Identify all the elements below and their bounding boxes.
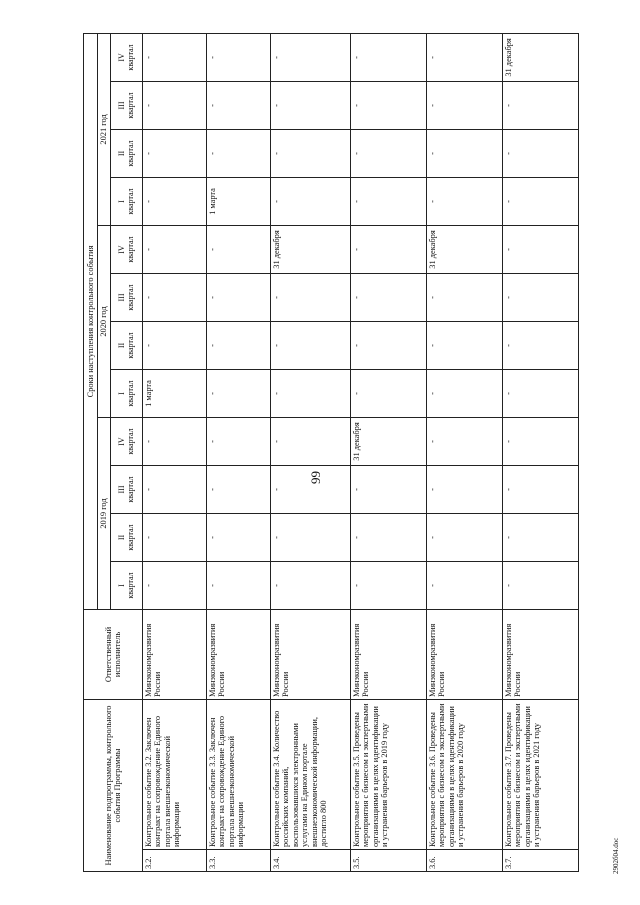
- term-cell: 31 декабря: [351, 418, 427, 466]
- term-cell: -: [271, 33, 351, 81]
- table-row: [207, 33, 271, 871]
- header-quarter: [111, 418, 143, 466]
- term-cell: -: [271, 514, 351, 562]
- quarter-number: IV: [117, 437, 127, 446]
- term-cell: -: [271, 82, 351, 130]
- responsible: Минэкономразвития России: [143, 610, 207, 700]
- table-row: [271, 33, 351, 871]
- header-year: 2020 год: [98, 226, 111, 418]
- term-cell: 1 марта: [143, 370, 207, 418]
- header-quarter: [111, 370, 143, 418]
- term-cell: -: [351, 322, 427, 370]
- quarter-word: квартал: [125, 140, 135, 167]
- quarter-word: квартал: [125, 188, 135, 215]
- term-cell: -: [143, 33, 207, 81]
- event-name: Контрольное событие 3.4. Количество российских компаний, воспользовавшихся электронными услугами на Едином портале внешнеэкономической информации, достигло 800: [271, 700, 351, 850]
- quarter-number: II: [117, 342, 127, 349]
- event-name: Контрольное событие 3.7. Проведены мероприятия с бизнесом и экспертными организациями в целях идентификации и устранения барьеров в 2021 году: [503, 700, 579, 850]
- term-cell: -: [351, 370, 427, 418]
- term-cell: -: [351, 466, 427, 514]
- term-cell: -: [351, 226, 427, 274]
- term-cell: -: [427, 33, 503, 81]
- header-quarter: [111, 322, 143, 370]
- term-cell: 31 декабря: [271, 226, 351, 274]
- rotated-table-container: [83, 34, 633, 872]
- quarter-number: III: [117, 293, 127, 302]
- term-cell: -: [503, 274, 579, 322]
- term-cell: -: [207, 562, 271, 610]
- header-name: Наименование подпрограммы, контрольного события Программы: [84, 700, 143, 872]
- term-cell: -: [271, 466, 351, 514]
- event-name: Контрольное событие 3.5. Проведены мероприятия с бизнесом и экспертными организациями в целях идентификации и устранения барьеров в 2019 году: [351, 700, 427, 850]
- responsible: Минэкономразвития России: [427, 610, 503, 700]
- responsible: Минэкономразвития России: [207, 610, 271, 700]
- event-name: Контрольное событие 3.6. Проведены мероприятия с бизнесом и экспертными организациями в целях идентификации и устранения барьеров в 2020 году: [427, 700, 503, 850]
- term-cell: -: [503, 418, 579, 466]
- event-name: Контрольное событие 3.3. Заключен контракт на сопровождение Единого портала внешнеэкономической информации: [207, 700, 271, 850]
- quarter-number: III: [117, 485, 127, 494]
- term-cell: -: [503, 178, 579, 226]
- header-quarter: [111, 33, 143, 81]
- term-cell: -: [351, 274, 427, 322]
- quarter-number: II: [117, 150, 127, 157]
- row-number: 3.4.: [271, 850, 351, 872]
- term-cell: -: [351, 562, 427, 610]
- header-quarter: [111, 82, 143, 130]
- table-row: [143, 33, 207, 871]
- quarter-word: квартал: [125, 476, 135, 503]
- term-cell: -: [503, 466, 579, 514]
- quarter-word: квартал: [125, 92, 135, 119]
- term-cell: -: [427, 82, 503, 130]
- quarter-number: IV: [117, 53, 127, 62]
- term-cell: -: [351, 130, 427, 178]
- quarter-number: IV: [117, 245, 127, 254]
- header-quarter: [111, 514, 143, 562]
- header-year: 2021 год: [98, 33, 111, 225]
- term-cell: -: [503, 82, 579, 130]
- header-year: 2019 год: [98, 418, 111, 610]
- term-cell: -: [271, 370, 351, 418]
- term-cell: -: [427, 274, 503, 322]
- term-cell: -: [351, 514, 427, 562]
- header-quarter: [111, 562, 143, 610]
- term-cell: -: [427, 562, 503, 610]
- term-cell: -: [143, 514, 207, 562]
- term-cell: -: [503, 514, 579, 562]
- term-cell: -: [143, 562, 207, 610]
- term-cell: -: [207, 130, 271, 178]
- term-cell: -: [271, 130, 351, 178]
- header-quarter: [111, 226, 143, 274]
- row-number: 3.5.: [351, 850, 427, 872]
- quarter-number: I: [117, 392, 127, 395]
- header-quarter: [111, 466, 143, 514]
- table-row: [427, 33, 503, 871]
- term-cell: -: [143, 82, 207, 130]
- term-cell: -: [351, 33, 427, 81]
- term-cell: 31 декабря: [503, 33, 579, 81]
- term-cell: 1 марта: [207, 178, 271, 226]
- term-cell: -: [427, 130, 503, 178]
- term-cell: -: [143, 466, 207, 514]
- quarter-word: квартал: [125, 428, 135, 455]
- term-cell: -: [207, 418, 271, 466]
- quarter-word: квартал: [125, 44, 135, 71]
- term-cell: -: [207, 226, 271, 274]
- term-cell: -: [271, 274, 351, 322]
- term-cell: -: [503, 130, 579, 178]
- term-cell: -: [351, 178, 427, 226]
- page-number: 99: [308, 471, 323, 484]
- term-cell: -: [207, 33, 271, 81]
- term-cell: -: [503, 322, 579, 370]
- term-cell: -: [427, 466, 503, 514]
- table-row: [503, 33, 579, 871]
- term-cell: -: [207, 514, 271, 562]
- quarter-number: II: [117, 534, 127, 541]
- term-cell: -: [207, 322, 271, 370]
- term-cell: -: [351, 82, 427, 130]
- quarter-word: квартал: [125, 524, 135, 551]
- header-terms: Сроки наступления контрольного события: [84, 33, 98, 609]
- term-cell: -: [503, 370, 579, 418]
- term-cell: -: [143, 130, 207, 178]
- row-number: 3.3.: [207, 850, 271, 872]
- term-cell: -: [143, 322, 207, 370]
- quarter-number: III: [117, 101, 127, 110]
- term-cell: -: [271, 418, 351, 466]
- responsible: Минэкономразвития России: [271, 610, 351, 700]
- header-responsible: Ответственный исполнитель: [84, 610, 143, 700]
- row-number: 3.6.: [427, 850, 503, 872]
- term-cell: -: [503, 226, 579, 274]
- term-cell: -: [207, 274, 271, 322]
- control-events-table: [83, 33, 579, 872]
- term-cell: -: [271, 562, 351, 610]
- responsible: Минэкономразвития России: [351, 610, 427, 700]
- term-cell: -: [427, 178, 503, 226]
- term-cell: -: [427, 514, 503, 562]
- row-number: 3.7.: [503, 850, 579, 872]
- quarter-word: квартал: [125, 284, 135, 311]
- responsible: Минэкономразвития России: [503, 610, 579, 700]
- term-cell: -: [271, 178, 351, 226]
- header-quarter: [111, 130, 143, 178]
- header-quarter: [111, 274, 143, 322]
- event-name: Контрольное событие 3.2. Заключен контракт на сопровождение Единого портала внешнеэкономической информации: [143, 700, 207, 850]
- term-cell: -: [143, 418, 207, 466]
- term-cell: -: [207, 466, 271, 514]
- term-cell: -: [271, 322, 351, 370]
- quarter-word: квартал: [125, 572, 135, 599]
- term-cell: 31 декабря: [427, 226, 503, 274]
- term-cell: -: [427, 418, 503, 466]
- quarter-word: квартал: [125, 236, 135, 263]
- term-cell: -: [143, 178, 207, 226]
- row-number: 3.2.: [143, 850, 207, 872]
- term-cell: -: [143, 226, 207, 274]
- quarter-number: I: [117, 200, 127, 203]
- term-cell: -: [427, 322, 503, 370]
- footer-code: 2902б04.doc: [612, 837, 620, 874]
- quarter-word: квартал: [125, 332, 135, 359]
- term-cell: -: [207, 82, 271, 130]
- term-cell: -: [427, 370, 503, 418]
- term-cell: -: [207, 370, 271, 418]
- header-quarter: [111, 178, 143, 226]
- table-row: [351, 33, 427, 871]
- term-cell: -: [503, 562, 579, 610]
- quarter-number: I: [117, 584, 127, 587]
- term-cell: -: [143, 274, 207, 322]
- quarter-word: квартал: [125, 380, 135, 407]
